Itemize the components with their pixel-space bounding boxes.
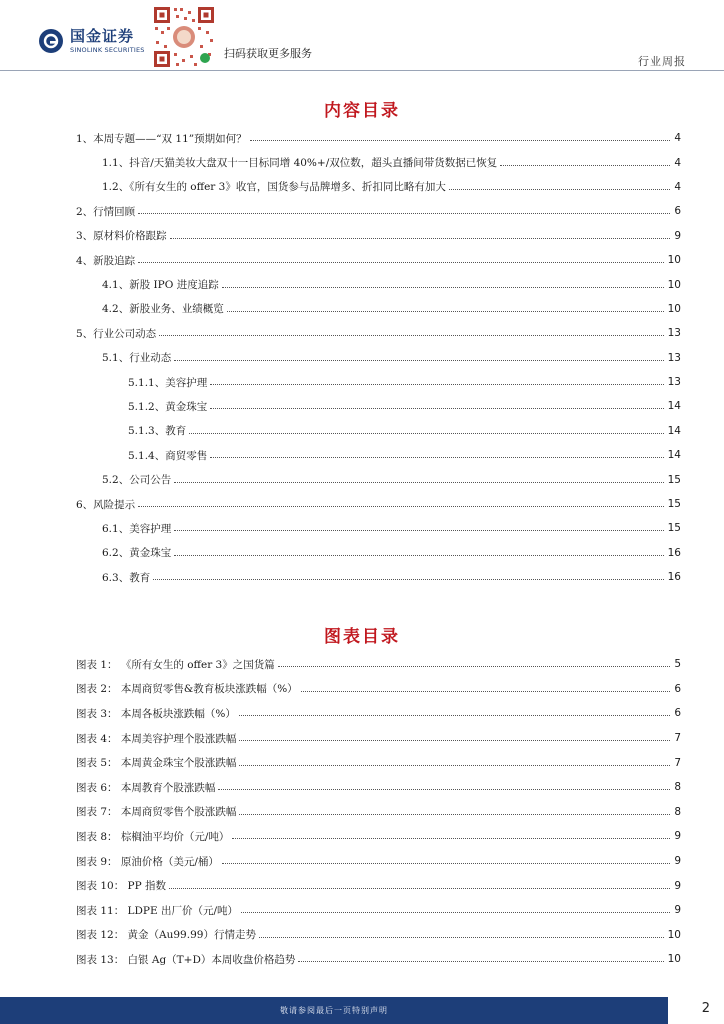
figure-entry-page: 9 (674, 830, 681, 843)
toc-entry-page: 6 (674, 205, 681, 218)
leader-dots (259, 929, 664, 938)
figures-list (76, 652, 681, 972)
leader-dots (138, 498, 663, 507)
toc-entry[interactable] (76, 419, 681, 443)
toc-entry-page: 13 (667, 351, 681, 364)
toc-entry-label: 4.2、新股业务、业绩概览 (102, 303, 224, 316)
leader-dots (218, 781, 670, 790)
figure-entry-page: 9 (674, 879, 681, 892)
report-type-label: 行业周报 (638, 55, 686, 68)
toc-entry[interactable] (76, 394, 681, 418)
leader-dots (174, 474, 663, 483)
leader-dots (189, 425, 663, 434)
leader-dots (174, 352, 663, 361)
figure-entry-label: 图表 12： 黄金（Au99.99）行情走势 (76, 929, 256, 942)
toc-entry-page: 15 (667, 498, 681, 511)
figure-entry-page: 7 (674, 732, 681, 745)
leader-dots (210, 376, 663, 385)
figure-entry-page: 7 (674, 756, 681, 769)
toc-entry-page: 15 (667, 522, 681, 535)
figure-entry-page: 9 (674, 904, 681, 917)
toc-entry-label: 4、新股追踪 (76, 254, 136, 267)
toc-entry[interactable] (76, 321, 681, 345)
toc-entry[interactable] (76, 370, 681, 394)
page-footer (0, 997, 724, 1024)
figure-entry-label: 图表 7： 本周商贸零售个股涨跌幅 (76, 806, 237, 819)
toc-entry-label: 5.1.1、美容护理 (128, 376, 208, 389)
figure-entry-page: 8 (674, 805, 681, 818)
page-header (0, 0, 724, 72)
figure-entry-label: 图表 10： PP 指数 (76, 880, 167, 893)
figure-entry[interactable] (76, 677, 681, 702)
scan-qr-caption: 扫码获取更多服务 (224, 47, 312, 60)
logo-chinese-name: 国金证券 (70, 26, 135, 45)
toc-entry-label: 6.1、美容护理 (102, 522, 172, 535)
figure-entry-page: 6 (674, 682, 681, 695)
figure-entry-label: 图表 6： 本周教育个股涨跌幅 (76, 781, 216, 794)
leader-dots (138, 205, 670, 214)
figure-entry-label: 图表 4： 本周美容护理个股涨跌幅 (76, 732, 237, 745)
logo-english-name: SINOLINK SECURITIES (70, 45, 145, 54)
toc-entry-label: 1.2、《所有女生的 offer 3》收官，国货参与品牌增多、折扣同比略有加大 (102, 181, 446, 194)
leader-dots (153, 571, 663, 580)
toc-entry[interactable] (76, 516, 681, 540)
figure-entry[interactable] (76, 775, 681, 800)
figure-entry[interactable] (76, 947, 681, 972)
toc-entry[interactable] (76, 248, 681, 272)
toc-entry[interactable] (76, 150, 681, 174)
toc-entry-page: 10 (667, 302, 681, 315)
figure-entry-page: 9 (674, 855, 681, 868)
leader-dots (232, 830, 670, 839)
figure-entry[interactable] (76, 923, 681, 948)
toc-entry-label: 1.1、抖音/天猫美妆大盘双十一目标同增 40%+/双位数，超头直播间带货数据已恢复 (102, 157, 498, 170)
toc-entry-page: 10 (667, 254, 681, 267)
toc-entry-label: 6.2、黄金珠宝 (102, 547, 172, 560)
toc-entry-label: 5.1.4、商贸零售 (128, 449, 208, 462)
toc-entry-page: 16 (667, 571, 681, 584)
toc-entry[interactable] (76, 346, 681, 370)
figure-entry-label: 图表 1： 《所有女生的 offer 3》之国货篇 (76, 658, 275, 671)
figure-entry-page: 10 (667, 928, 681, 941)
figure-entry-label: 图表 2： 本周商贸零售&教育板块涨跌幅（%） (76, 683, 298, 696)
leader-dots (174, 547, 663, 556)
figure-entry-label: 图表 13： 白银 Ag（T+D）本周收盘价格趋势 (76, 953, 296, 966)
figure-entry[interactable] (76, 824, 681, 849)
figure-entry[interactable] (76, 750, 681, 775)
toc-entry-page: 4 (674, 180, 681, 193)
leader-dots (239, 732, 670, 741)
figure-entry-label: 图表 9： 原油价格（美元/桶） (76, 855, 219, 868)
leader-dots (210, 449, 663, 458)
toc-entry[interactable] (76, 199, 681, 223)
toc-entry-page: 10 (667, 278, 681, 291)
toc-entry-label: 5、行业公司动态 (76, 327, 157, 340)
toc-entry-page: 16 (667, 546, 681, 559)
leader-dots (227, 303, 664, 312)
leader-dots (250, 132, 671, 141)
toc-entry-page: 4 (674, 156, 681, 169)
figure-entry[interactable] (76, 800, 681, 825)
figure-entry[interactable] (76, 898, 681, 923)
figure-entry-label: 图表 5： 本周黄金珠宝个股涨跌幅 (76, 757, 237, 770)
toc-entry[interactable] (76, 565, 681, 589)
figure-entry-page: 10 (667, 953, 681, 966)
footer-notice: 敬请参阅最后一页特别声明 (280, 1006, 388, 1015)
toc-entry[interactable] (76, 467, 681, 491)
leader-dots (222, 279, 664, 288)
leader-dots (239, 806, 670, 815)
header-divider (0, 70, 724, 71)
figure-entry-label: 图表 11： LDPE 出厂价（元/吨） (76, 904, 239, 917)
figure-entry[interactable] (76, 726, 681, 751)
toc-entry-page: 13 (667, 376, 681, 389)
toc-entry-label: 6、风险提示 (76, 498, 136, 511)
leader-dots (210, 400, 663, 409)
toc-entry-page: 14 (667, 424, 681, 437)
figure-entry-label: 图表 3： 本周各板块涨跌幅（%） (76, 707, 236, 720)
toc-entry-label: 2、行情回顾 (76, 205, 136, 218)
leader-dots (174, 522, 663, 531)
toc-entry[interactable] (76, 443, 681, 467)
qr-code-icon[interactable] (152, 5, 216, 69)
toc-entry-page: 4 (674, 132, 681, 145)
toc-entry-page: 14 (667, 449, 681, 462)
figure-entry-page: 8 (674, 781, 681, 794)
toc-entry-label: 5.1.3、教育 (128, 425, 187, 438)
toc-entry[interactable] (76, 492, 681, 516)
figure-entry-page: 5 (674, 658, 681, 671)
leader-dots (278, 658, 671, 667)
leader-dots (500, 157, 670, 166)
toc-entry-label: 4.1、新股 IPO 进度追踪 (102, 279, 219, 292)
leader-dots (239, 757, 670, 766)
figure-entry[interactable] (76, 849, 681, 874)
toc-entry-page: 13 (667, 327, 681, 340)
toc-entry-label: 6.3、教育 (102, 571, 151, 584)
toc-entry-label: 5.1.2、黄金珠宝 (128, 400, 208, 413)
leader-dots (222, 855, 670, 864)
figure-entry[interactable] (76, 873, 681, 898)
toc-entry-label: 5.1、行业动态 (102, 352, 172, 365)
leader-dots (449, 181, 670, 190)
toc-entry-page: 15 (667, 473, 681, 486)
leader-dots (241, 904, 670, 913)
leader-dots (138, 254, 663, 263)
leader-dots (159, 327, 663, 336)
sinolink-logo-icon (38, 28, 64, 54)
company-logo (38, 28, 145, 54)
toc-entry[interactable] (76, 272, 681, 296)
figure-entry-label: 图表 8： 棕榈油平均价（元/吨） (76, 830, 230, 843)
toc-entry[interactable] (76, 224, 681, 248)
leader-dots (169, 880, 670, 889)
toc-entry[interactable] (76, 175, 681, 199)
toc-entry-label: 1、本周专题——“双 11”预期如何？ (76, 132, 247, 145)
toc-entry-page: 9 (674, 229, 681, 242)
contents-list (76, 126, 681, 589)
figure-entry[interactable] (76, 652, 681, 677)
toc-entry-label: 5.2、公司公告 (102, 474, 172, 487)
leader-dots (301, 683, 671, 692)
toc-entry-page: 14 (667, 400, 681, 413)
toc-entry[interactable] (76, 541, 681, 565)
figures-title: 图表目录 (324, 627, 400, 647)
page-number: 2 (701, 1001, 710, 1016)
leader-dots (239, 707, 670, 716)
toc-entry[interactable] (76, 297, 681, 321)
toc-entry-label: 3、原材料价格跟踪 (76, 230, 167, 243)
leader-dots (298, 953, 663, 962)
toc-title: 内容目录 (324, 101, 400, 121)
figure-entry-page: 6 (674, 707, 681, 720)
toc-entry[interactable] (76, 126, 681, 150)
figure-entry[interactable] (76, 701, 681, 726)
leader-dots (170, 230, 671, 239)
